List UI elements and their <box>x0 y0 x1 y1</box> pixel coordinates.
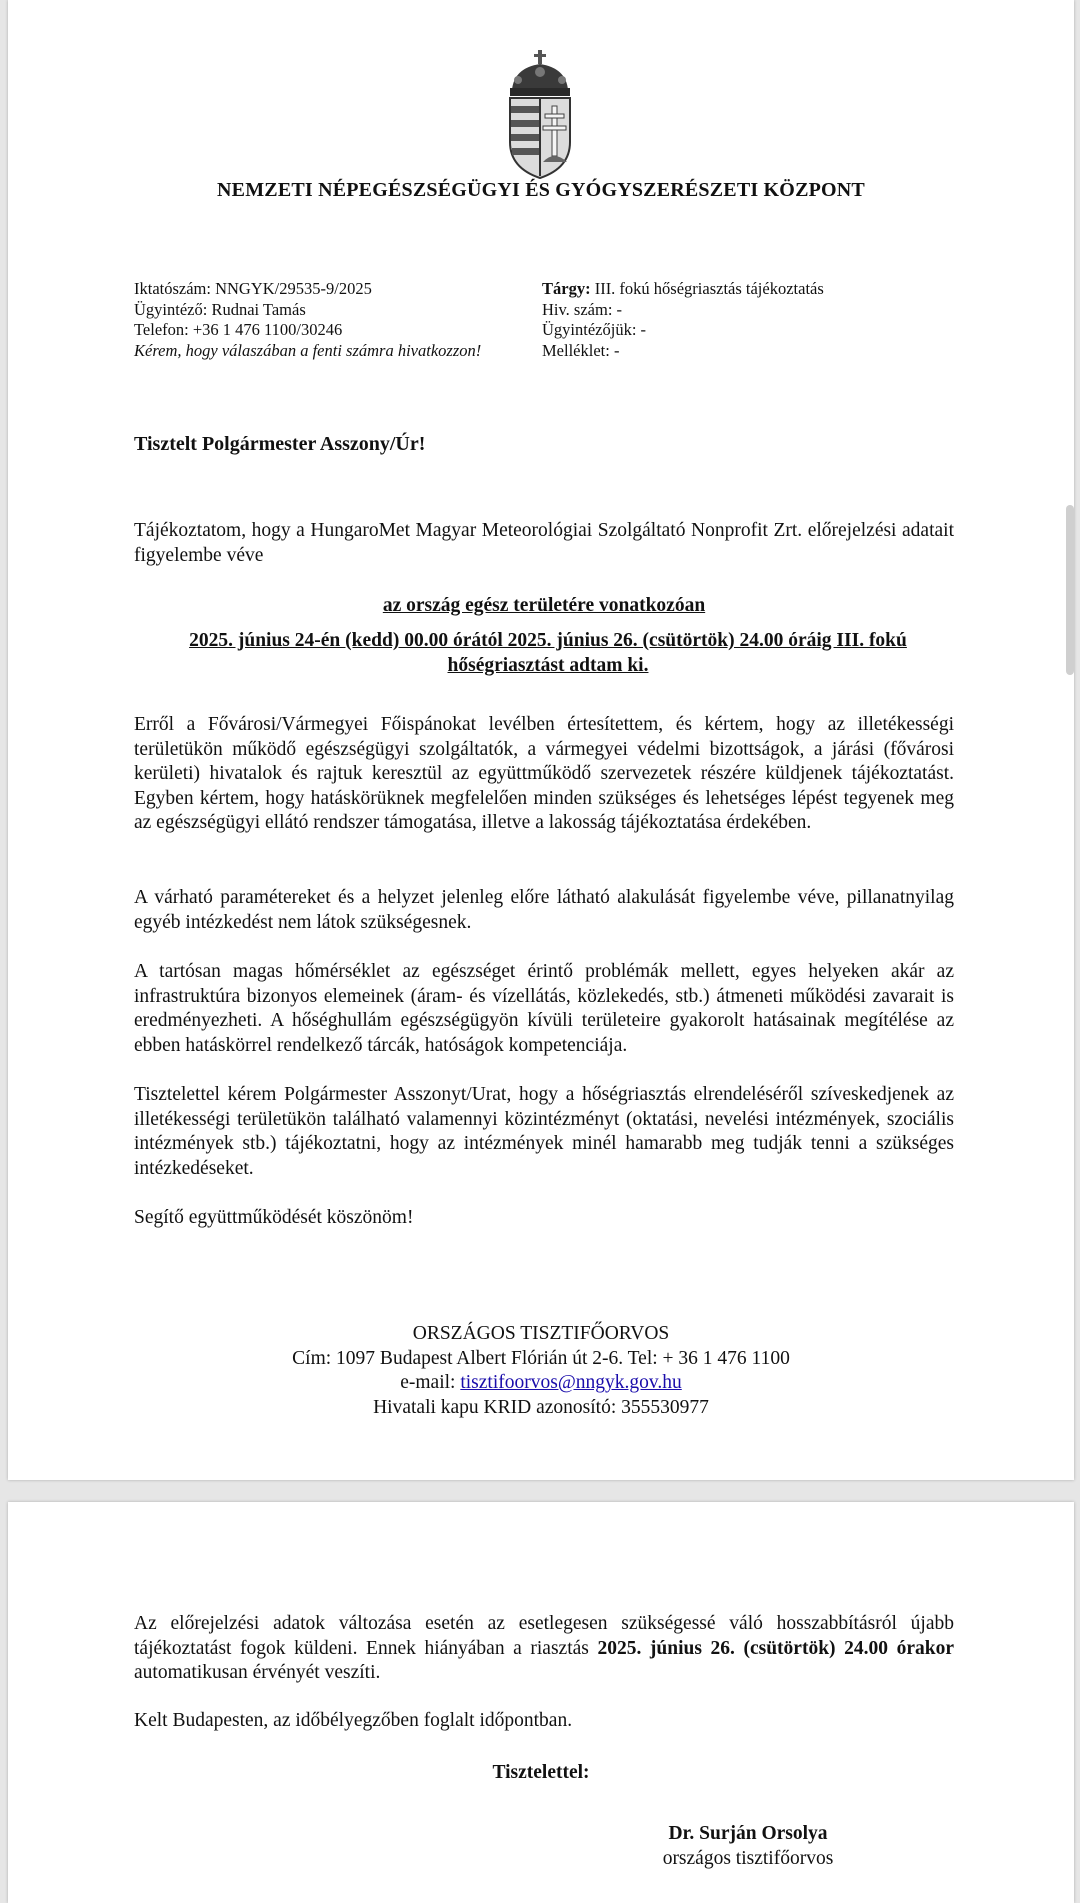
salutation: Tisztelt Polgármester Asszony/Úr! <box>134 433 426 455</box>
subject-block <box>542 279 922 361</box>
footer-email-line <box>8 1371 1074 1396</box>
signer-title: országos tisztifőorvos <box>662 1847 834 1869</box>
reference-block <box>134 279 534 361</box>
subject-label: Tárgy: <box>542 279 591 298</box>
paragraph-4: Tisztelettel kérem Polgármester Asszonyt/Urat, hogy a hőségriasztás elrendeléséről szíveskedjenek az illetékességi területükön található valamennyi közintézményt (oktatási, nevelési intézmények, szociális intézmények stb.) tájékoztatni, hogy az intézmények minél hamarabb meg tudják tenni a szükséges intézkedéseket. <box>134 1084 954 1179</box>
email-link[interactable]: tisztifoorvos@nngyk.gov.hu <box>460 1372 682 1394</box>
paragraph-2: A várható paramétereket és a helyzet jelenleg előre látható alakulását figyelembe véve, pillanatnyilag egyéb intézkedést nem látok szükségesnek. <box>134 887 954 933</box>
signer-name: Dr. Surján Orsolya <box>668 1823 828 1844</box>
paragraph-1: Erről a Fővárosi/Vármegyei Főispánokat levélben értesítettem, és kértem, hogy az illetékességi területükön működő egészségügyi szolgáltatók, a vármegyei védelmi bizottságok, a járási (fővárosi kerületi) hivatalok és rajtuk keresztül az együttműködő szervezetek részére küldjenek tájékoztatást. Egyben kértem, hogy hatáskörüknek megfelelően minden szükséges és lehetséges lépést tegyenek meg az egészségügyi ellátó rendszer támogatása, illetve a lakosság tájékoztatása érdekében. <box>134 714 954 834</box>
intro-paragraph: Tájékoztatom, hogy a HungaroMet Magyar Meteorológiai Szolgáltató Nonprofit Zrt. előrejelzési adatait figyelembe véve <box>134 520 954 566</box>
page2-paragraph-1 <box>134 1612 954 1686</box>
closing: Tisztelettel: <box>492 1762 590 1783</box>
page2-text-a: Az előrejelzési adatok változása esetén az esetlegesen szükségessé váló hosszabbításról újabb tájékoztatást fogok küldeni. Ennek hiányában a riasztás <box>134 1613 954 1659</box>
document-page-1 <box>8 0 1074 1480</box>
subject-line <box>542 279 922 300</box>
page2-paragraph-2: Kelt Budapesten, az időbélyegzőben foglalt időpontban. <box>134 1710 573 1731</box>
reference-note: Kérem, hogy válaszában a fenti számra hivatkozzon! <box>134 340 482 360</box>
hungarian-coat-of-arms-icon <box>504 50 576 180</box>
ref-number: Hiv. szám: - <box>542 299 623 319</box>
subject-value: III. fokú hőségriasztás tájékoztatás <box>590 279 824 298</box>
attachment: Melléklet: - <box>542 340 620 360</box>
their-case-officer: Ügyintézőjük: - <box>542 320 647 339</box>
highlight-scope: az ország egész területére vonatkozóan <box>382 595 706 616</box>
page2-text-c: automatikusan érvényét veszíti. <box>134 1662 381 1684</box>
footer-krid: Hivatali kapu KRID azonosító: 355530977 <box>373 1396 709 1418</box>
footer-title: ORSZÁGOS TISZTIFŐORVOS <box>412 1323 670 1344</box>
paragraph-5: Segítő együttműködését köszönöm! <box>134 1207 414 1228</box>
reference-number: Iktatószám: NNGYK/29535-9/2025 <box>134 279 372 298</box>
letterhead-footer <box>8 1322 1074 1420</box>
scrollbar-handle[interactable] <box>1066 505 1074 675</box>
footer-address: Cím: 1097 Budapest Albert Flórián út 2-6. Tel: + 36 1 476 1100 <box>292 1347 790 1369</box>
footer-email-label: e-mail: <box>400 1372 461 1394</box>
document-page-2 <box>8 1502 1074 1903</box>
phone: Telefon: +36 1 476 1100/30246 <box>134 320 343 339</box>
highlight-alert-period: 2025. június 24-én (kedd) 00.00 órától 2025. június 26. (csütörtök) 24.00 óráig III. fokú hőségriasztást adtam ki. <box>189 630 907 676</box>
organization-name: NEMZETI NÉPEGÉSZSÉGÜGYI ÉS GYÓGYSZERÉSZETI KÖZPONT <box>217 179 865 201</box>
case-officer: Ügyintéző: Rudnai Tamás <box>134 299 306 319</box>
paragraph-3: A tartósan magas hőmérséklet az egészséget érintő problémák mellett, egyes helyeken akár az infrastruktúra bizonyos elemeinek (áram- és vízellátás, közlekedés, stb.) átmeneti működési zavarait is eredményezheti. A hőséghullám egészségügyön kívüli területeire gyakorolt hatásainak megítélése az ebben hatáskörrel rendelkező tárcák, hatóságok kompetenciája. <box>134 961 954 1056</box>
signature-block <box>628 1822 868 1871</box>
page2-text-bold: 2025. június 26. (csütörtök) 24.00 órakor <box>597 1637 954 1659</box>
